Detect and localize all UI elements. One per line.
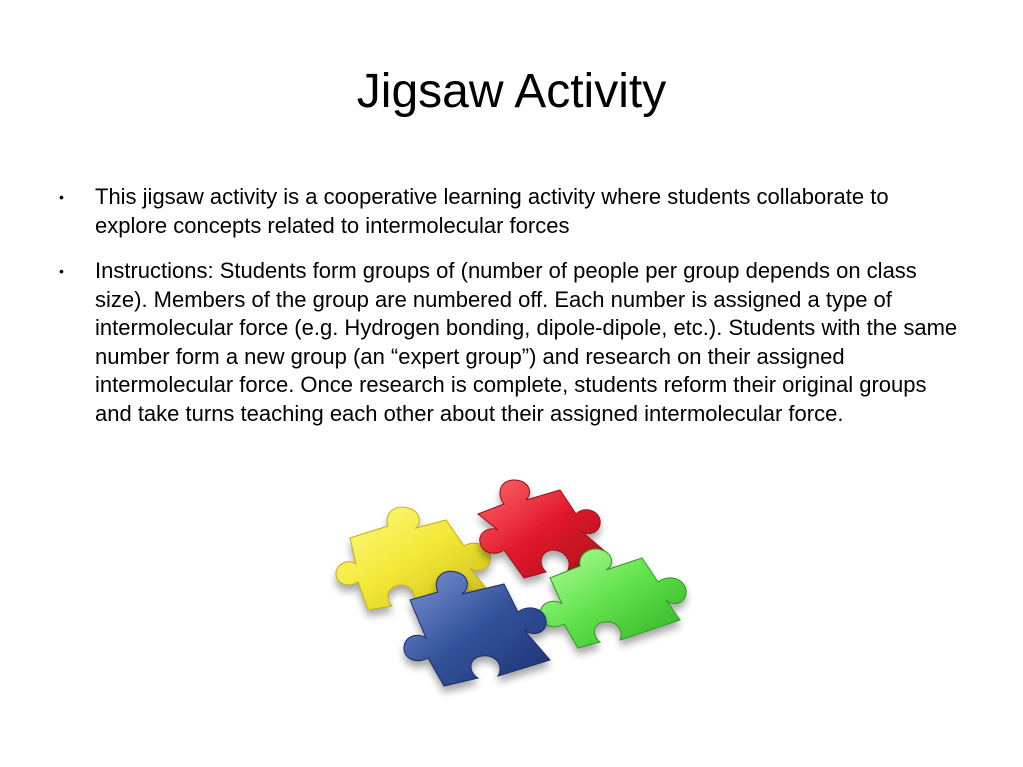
slide-title: Jigsaw Activity [356,65,667,118]
bullet-item [59,183,959,240]
bullet-list [59,183,959,445]
bullet-marker: • [59,189,64,205]
bullet-marker: • [59,263,64,279]
bullet-text: This jigsaw activity is a cooperative learning activity where students collaborate to explore concepts related to intermolecular forces [95,184,889,238]
bullet-item [59,257,959,428]
bullet-text: Instructions: Students form groups of (number of people per group depends on class size). Members of the group are numbered off. Each number is assigned a type of intermolecular force (e.g. Hydrogen bonding, dipole-dipole, etc.). Students with the same number form a new group (an “expert group”) and research on their assigned intermolecular force. Once research is complete, students reform their original groups and take turns teaching each other about their assigned intermolecular force. [95,258,958,426]
jigsaw-puzzle-pieces-icon [328,470,698,700]
green-puzzle-piece [540,549,686,648]
